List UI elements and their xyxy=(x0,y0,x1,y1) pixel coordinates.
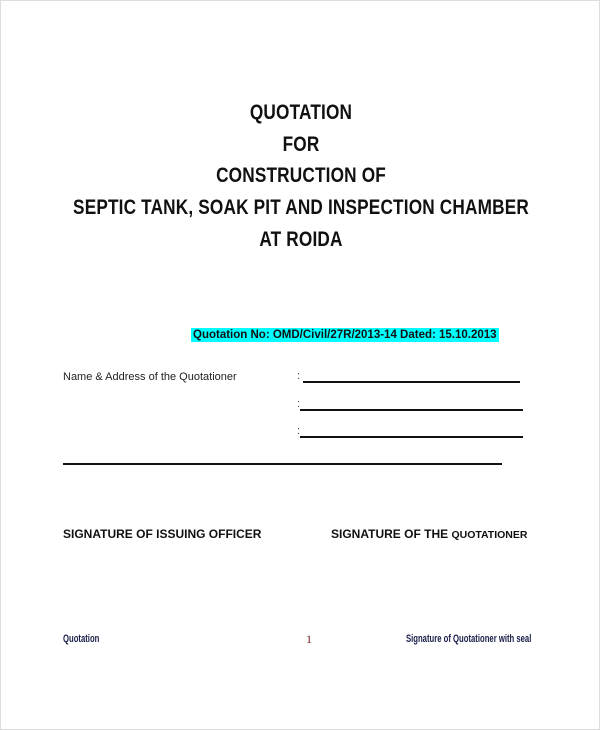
footer-right: Signature of Quotationer with seal xyxy=(406,633,532,645)
name-address-line-3 xyxy=(300,436,523,438)
title-line-4: SEPTIC TANK, SOAK PIT AND INSPECTION CHAMBER xyxy=(73,196,529,219)
name-address-line-1 xyxy=(303,381,520,383)
colon: : xyxy=(297,398,301,410)
colon: : xyxy=(297,370,301,382)
separator-line xyxy=(63,463,502,465)
title-line-1: QUOTATION xyxy=(249,101,353,124)
title-line-5: AT ROIDA xyxy=(259,228,343,251)
colon: : xyxy=(297,425,301,437)
signature-quotationer-prefix: SIGNATURE OF THE xyxy=(331,527,452,541)
title-line-2: FOR xyxy=(282,133,320,156)
signature-issuing-officer: SIGNATURE OF ISSUING OFFICER xyxy=(63,527,262,541)
footer-left: Quotation xyxy=(63,633,100,645)
page-number: 1 xyxy=(306,632,312,646)
signature-quotationer xyxy=(331,527,527,541)
quotation-number: Quotation No: OMD/Civil/27R/2013-14 Dated: 15.10.2013 xyxy=(193,329,497,341)
title-line-3: CONSTRUCTION OF xyxy=(216,164,386,187)
signature-quotationer-suffix: QUOTATIONER xyxy=(451,529,528,541)
name-address-line-2 xyxy=(300,409,523,411)
name-address-label: Name & Address of the Quotationer xyxy=(63,371,237,383)
